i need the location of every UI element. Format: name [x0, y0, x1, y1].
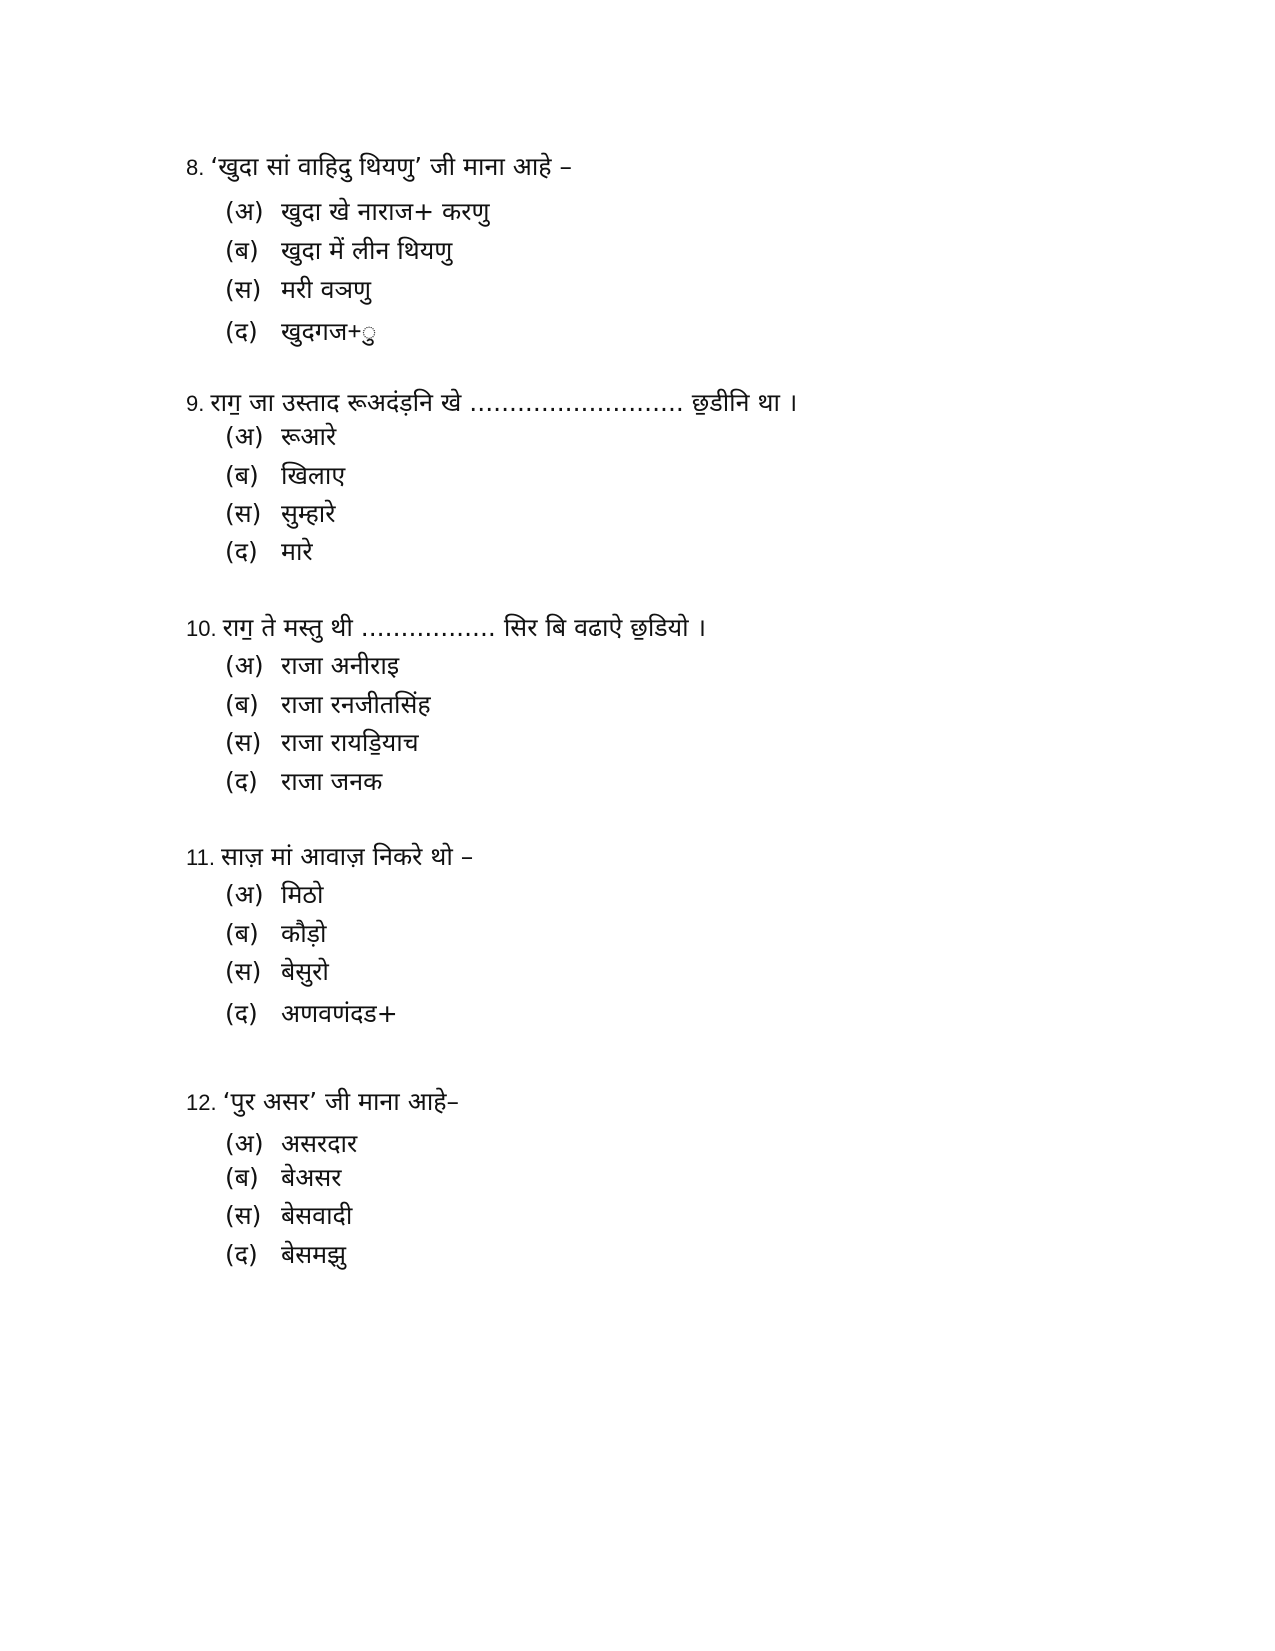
option-12-b	[225, 1161, 342, 1195]
option-label: (स)	[225, 728, 262, 757]
question-11	[186, 840, 473, 875]
question-text: राग॒ ते मस्तु थी ................. सिर बि वढाऐ छ॒डियो ।	[222, 613, 707, 642]
question-number: 10.	[186, 616, 217, 641]
option-label: (स)	[225, 499, 262, 528]
option-11-b	[225, 917, 327, 951]
option-label: (द)	[225, 999, 258, 1028]
question-number: 11.	[186, 845, 215, 870]
option-label: (ब)	[225, 461, 259, 490]
question-text: साज़ मां आवाज़ निकरे थो –	[220, 842, 474, 871]
option-text: अणवणंदड+	[281, 999, 398, 1028]
question-text: ‘पुर असर’ जी माना आहे–	[222, 1087, 460, 1116]
option-text: मरी वञणु	[281, 275, 372, 304]
option-text: बेसमझु	[281, 1240, 347, 1269]
option-9-c	[225, 497, 335, 531]
option-text: बेसुरो	[281, 957, 329, 986]
option-label: (स)	[225, 957, 262, 986]
option-10-a	[225, 649, 399, 683]
option-11-a	[225, 878, 323, 912]
option-text: खुदा में लीन थियणु	[281, 236, 453, 265]
option-10-b	[225, 688, 431, 722]
option-label: (द)	[225, 767, 258, 796]
question-number: 12.	[186, 1090, 217, 1115]
option-label: (ब)	[225, 1163, 259, 1192]
option-label: (अ)	[225, 880, 264, 909]
question-number: 9.	[186, 391, 205, 416]
question-9	[186, 386, 797, 421]
option-text: बेसवादी	[281, 1201, 353, 1230]
option-text: सुम्हारे	[281, 499, 336, 528]
option-text: खुदगज+ु	[281, 317, 377, 346]
option-8-d	[225, 315, 377, 349]
option-label: (स)	[225, 275, 262, 304]
option-text: राजा अनीराइ	[281, 651, 400, 680]
option-text: कौड़ो	[281, 919, 327, 948]
option-label: (ब)	[225, 236, 259, 265]
option-12-d	[225, 1238, 346, 1272]
option-text: राजा जनक	[281, 767, 383, 796]
option-label: (अ)	[225, 197, 264, 226]
option-text: राजा रनजीतसिंह	[281, 690, 431, 719]
option-label: (अ)	[225, 1129, 264, 1158]
option-label: (द)	[225, 317, 258, 346]
option-12-c	[225, 1199, 352, 1233]
option-label: (द)	[225, 537, 258, 566]
option-label: (ब)	[225, 919, 259, 948]
option-label: (अ)	[225, 422, 264, 451]
option-label: (अ)	[225, 651, 264, 680]
question-8	[186, 150, 572, 185]
option-9-d	[225, 535, 313, 569]
option-text: रूआरे	[281, 422, 337, 451]
option-9-a	[225, 420, 336, 454]
option-11-d	[225, 997, 398, 1031]
question-10	[186, 611, 706, 646]
question-number: 8.	[186, 155, 205, 180]
option-label: (ब)	[225, 690, 259, 719]
option-9-b	[225, 459, 345, 493]
option-8-b	[225, 234, 452, 268]
option-8-c	[225, 273, 371, 307]
option-text: मारे	[281, 537, 313, 566]
option-label: (स)	[225, 1201, 262, 1230]
option-text: खुदा खे नाराज+ करणु	[281, 197, 490, 226]
option-text: बेअसर	[281, 1163, 342, 1192]
option-10-c	[225, 726, 419, 760]
question-text: ‘खुदा सां वाहिदु थियणु’ जी माना आहे –	[210, 152, 573, 181]
option-11-c	[225, 955, 329, 989]
question-text: राग॒ जा उस्ताद रूअदंड़नि खे ........................... छ॒डीनि था ।	[210, 388, 798, 417]
question-12	[186, 1085, 459, 1120]
option-text: राजा रायडि॒याच	[281, 728, 419, 757]
option-label: (द)	[225, 1240, 258, 1269]
option-12-a	[225, 1127, 357, 1161]
option-8-a	[225, 195, 490, 229]
option-text: खिलाए	[281, 461, 346, 490]
option-10-d	[225, 765, 382, 799]
option-text: असरदार	[281, 1129, 358, 1158]
option-text: मिठो	[281, 880, 324, 909]
